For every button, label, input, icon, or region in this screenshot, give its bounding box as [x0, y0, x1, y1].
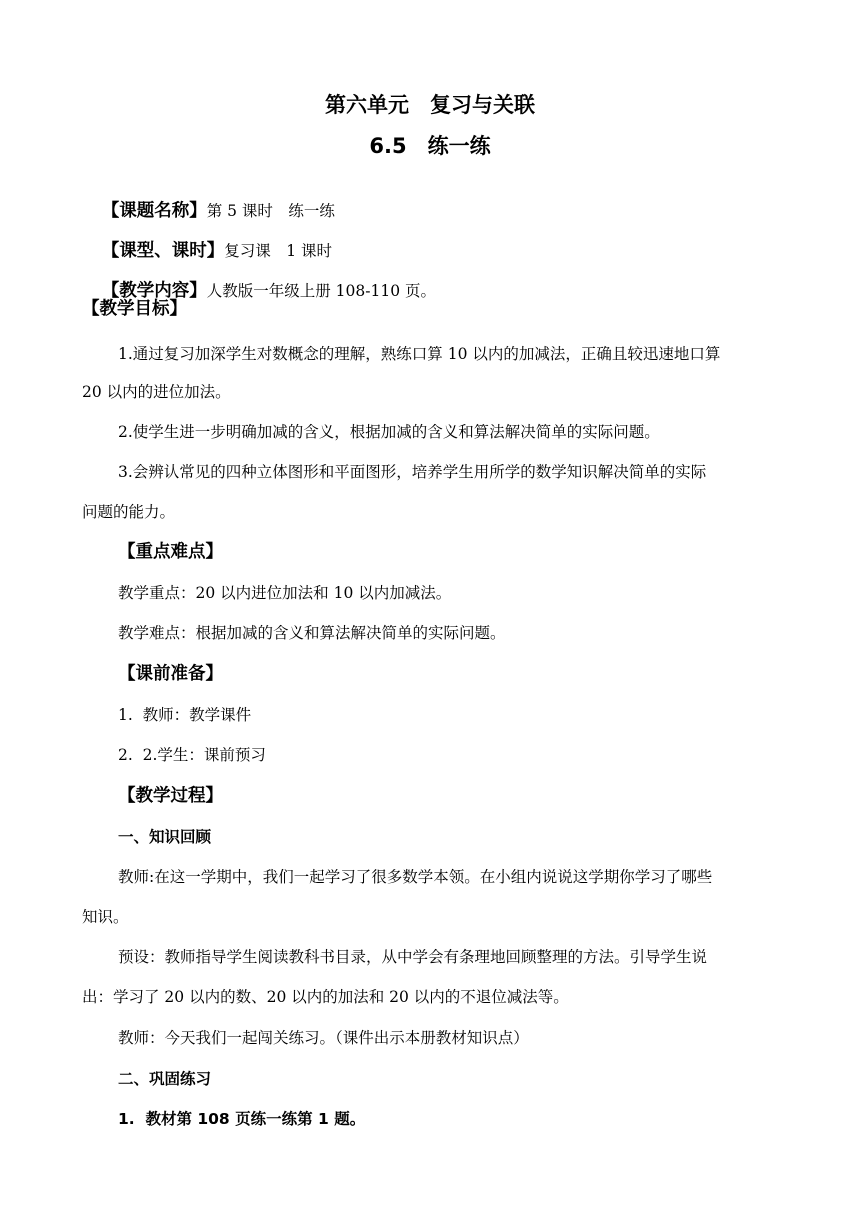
- preparation-item-1: 1. 教师：教学课件: [118, 706, 252, 724]
- preparation-item-2: 2. 2.学生：课前预习: [118, 746, 266, 764]
- lesson-title: 6.5 练一练: [369, 134, 491, 158]
- goal-3-line-2: 问题的能力。: [82, 503, 176, 521]
- section-2-title: 二、巩固练习: [118, 1070, 212, 1088]
- key-points-heading: 【重点难点】: [118, 542, 223, 562]
- goal-2: 2.使学生进一步明确加减的含义，根据加减的含义和算法解决简单的实际问题。: [118, 423, 660, 441]
- meta-label: 【课型、课时】: [101, 241, 225, 261]
- paragraph-1-line-2: 知识。: [82, 908, 129, 926]
- paragraph-2-line-2: 出：学习了 20 以内的数、20 以内的加法和 20 以内的不退位减法等。: [82, 988, 569, 1006]
- unit-title: 第六单元 复习与关联: [325, 93, 535, 117]
- paragraph-3: 教师：今天我们一起闯关练习。（课件出示本册教材知识点）: [118, 1029, 529, 1047]
- goal-1-line-1: 1.通过复习加深学生对数概念的理解，熟练口算 10 以内的加减法，正确且较迅速地口算: [118, 345, 721, 363]
- goal-3-line-1: 3.会辨认常见的四种立体图形和平面图形，培养学生用所学的数学知识解决简单的实际: [118, 463, 707, 481]
- preparation-heading: 【课前准备】: [118, 664, 223, 684]
- meta-value: 复习课 1 课时: [224, 242, 333, 260]
- paragraph-1-line-1: 教师:在这一学期中，我们一起学习了很多数学本领。在小组内说说这学期你学习了哪些: [118, 868, 713, 886]
- section-1-title: 一、知识回顾: [118, 828, 212, 846]
- teaching-focus: 教学重点：20 以内进位加法和 10 以内加减法。: [118, 584, 452, 602]
- meta-value: 第 5 课时 练一练: [206, 202, 335, 220]
- meta-value: 人教版一年级上册 108-110 页。: [206, 282, 436, 300]
- goals-heading: 【教学目标】: [82, 299, 187, 319]
- goal-1-line-2: 20 以内的进位加法。: [82, 383, 231, 401]
- process-heading: 【教学过程】: [118, 786, 223, 806]
- meta-label: 【教学内容】: [101, 281, 207, 301]
- paragraph-2-line-1: 预设：教师指导学生阅读教科书目录，从中学会有条理地回顾整理的方法。引导学生说: [118, 948, 708, 966]
- meta-label: 【课题名称】: [101, 201, 207, 221]
- teaching-difficulty: 教学难点：根据加减的含义和算法解决简单的实际问题。: [118, 624, 506, 642]
- exercise-1: 1. 教材第 108 页练一练第 1 题。: [118, 1110, 366, 1128]
